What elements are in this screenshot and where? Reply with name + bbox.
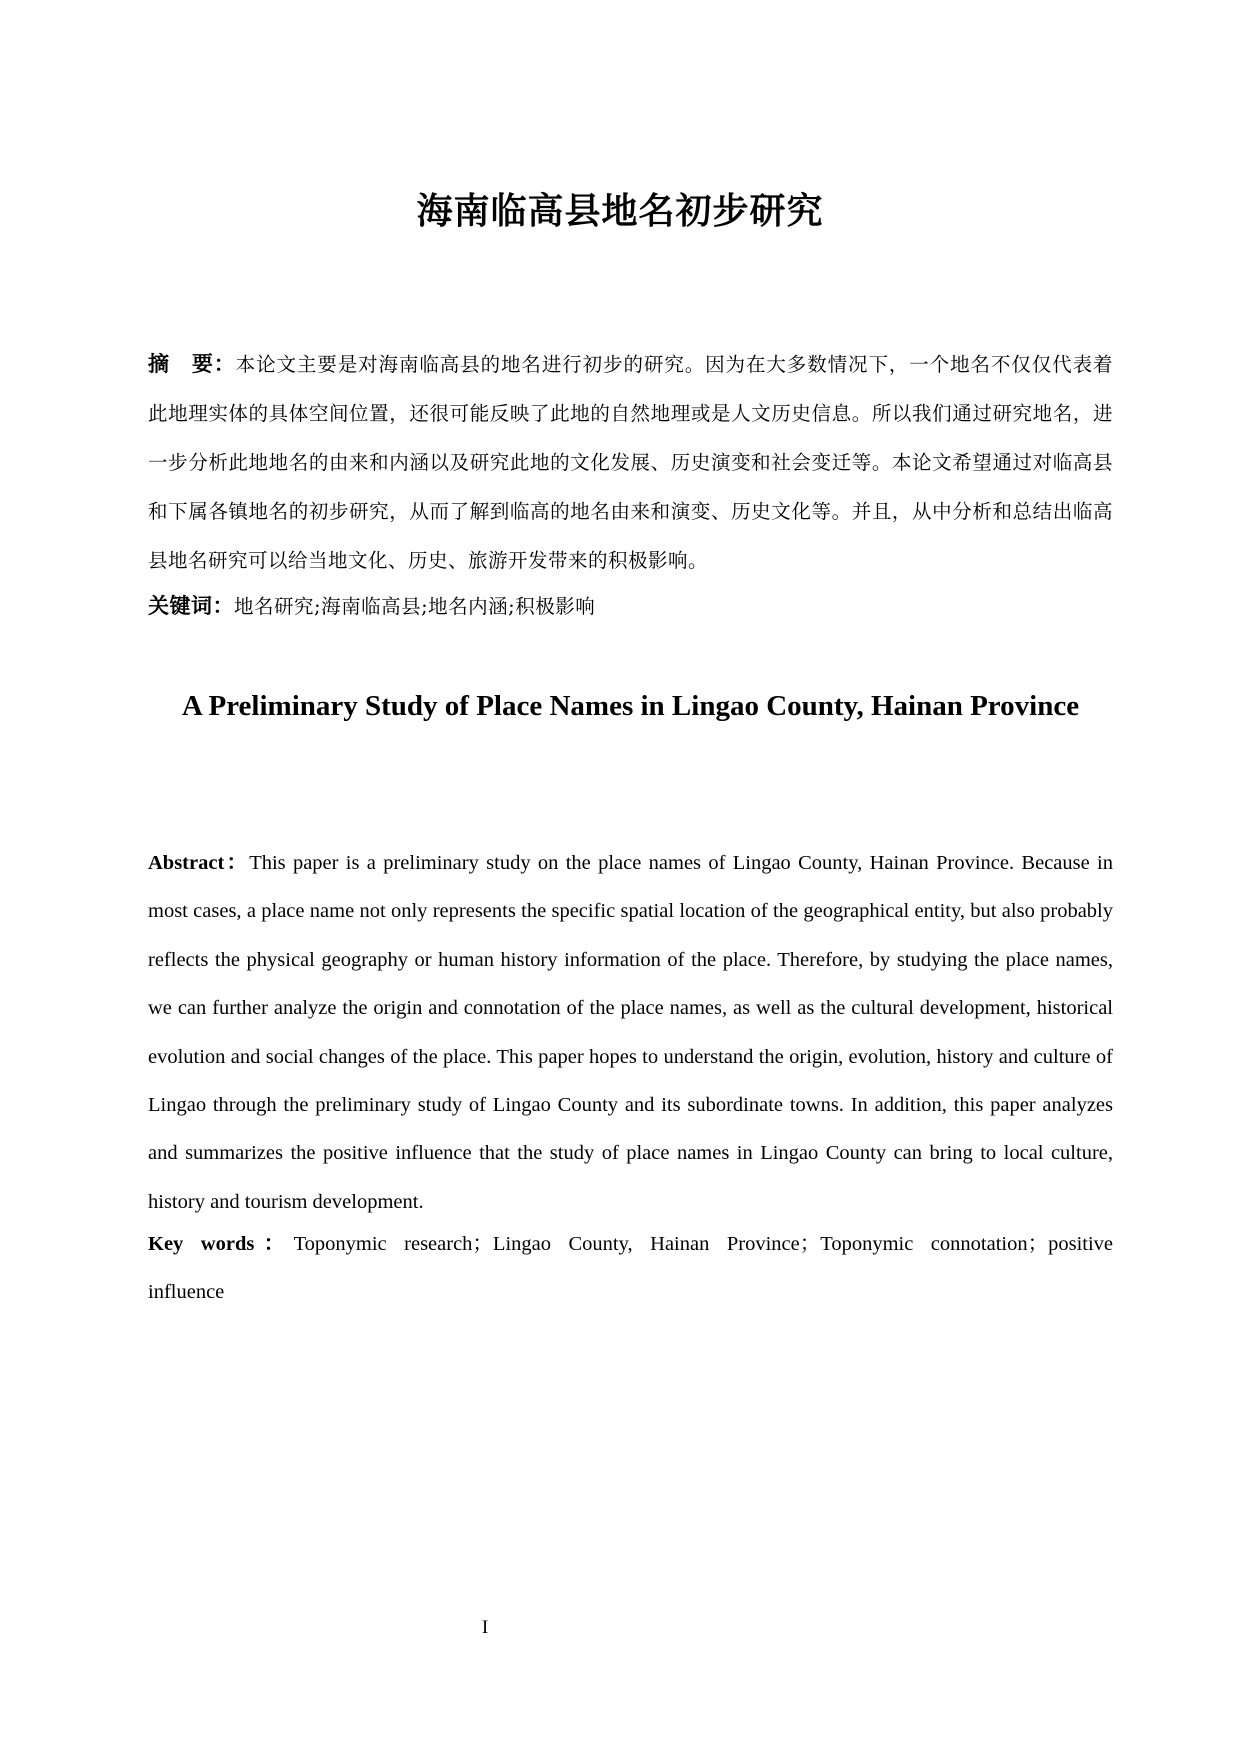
chinese-abstract-label: 摘 要：: [148, 352, 236, 376]
chinese-title: 海南临高县地名初步研究: [416, 191, 824, 232]
english-abstract: [148, 839, 1113, 1226]
chinese-keywords-text: 地名研究;海南临高县;地名内涵;积极影响: [234, 595, 596, 618]
english-abstract-text: This paper is a preliminary study on the place names of Lingao County, Hainan Province. Because in most cases, a place name not only represents the specific spatial location of the geographical entity, but also probably reflects the physical geography or human history information of the place. Therefore, by studying the place names, we can further analyze the origin and connotation of the place names, as well as the cultural development, historical evolution and social changes of the place. This paper hopes to understand the origin, evolution, history and culture of Lingao through the preliminary study of Lingao County and its subordinate towns. In addition, this paper analyzes and summarizes the positive influence that the study of place names in Lingao County can bring to local culture, history and tourism development.: [148, 852, 1113, 1213]
chinese-keywords: [148, 584, 1113, 629]
chinese-abstract-text: 本论文主要是对海南临高县的地名进行初步的研究。因为在大多数情况下，一个地名不仅仅代表着此地理实体的具体空间位置，还很可能反映了此地的自然地理或是人文历史信息。所以我们通过研究地名，进一步分析此地地名的由来和内涵以及研究此地的文化发展、历史演变和社会变迁等。本论文希望通过对临高县和下属各镇地名的初步研究，从而了解到临高的地名由来和演变、历史文化等。并且，从中分析和总结出临高县地名研究可以给当地文化、历史、旅游开发带来的积极影响。: [148, 353, 1113, 572]
chinese-keywords-label: 关键词：: [148, 594, 234, 618]
chinese-abstract: [148, 340, 1113, 585]
english-title: A Preliminary Study of Place Names in Lingao County, Hainan Province: [181, 690, 1080, 722]
english-keywords-text: Toponymic research；Lingao County, Hainan Province；Toponymic connotation；positive influence: [148, 1233, 1114, 1303]
page-number: I: [481, 1617, 489, 1638]
english-keywords: [148, 1220, 1113, 1316]
english-keywords-label: Key words：: [148, 1233, 294, 1255]
english-abstract-label: Abstract：: [148, 852, 250, 874]
